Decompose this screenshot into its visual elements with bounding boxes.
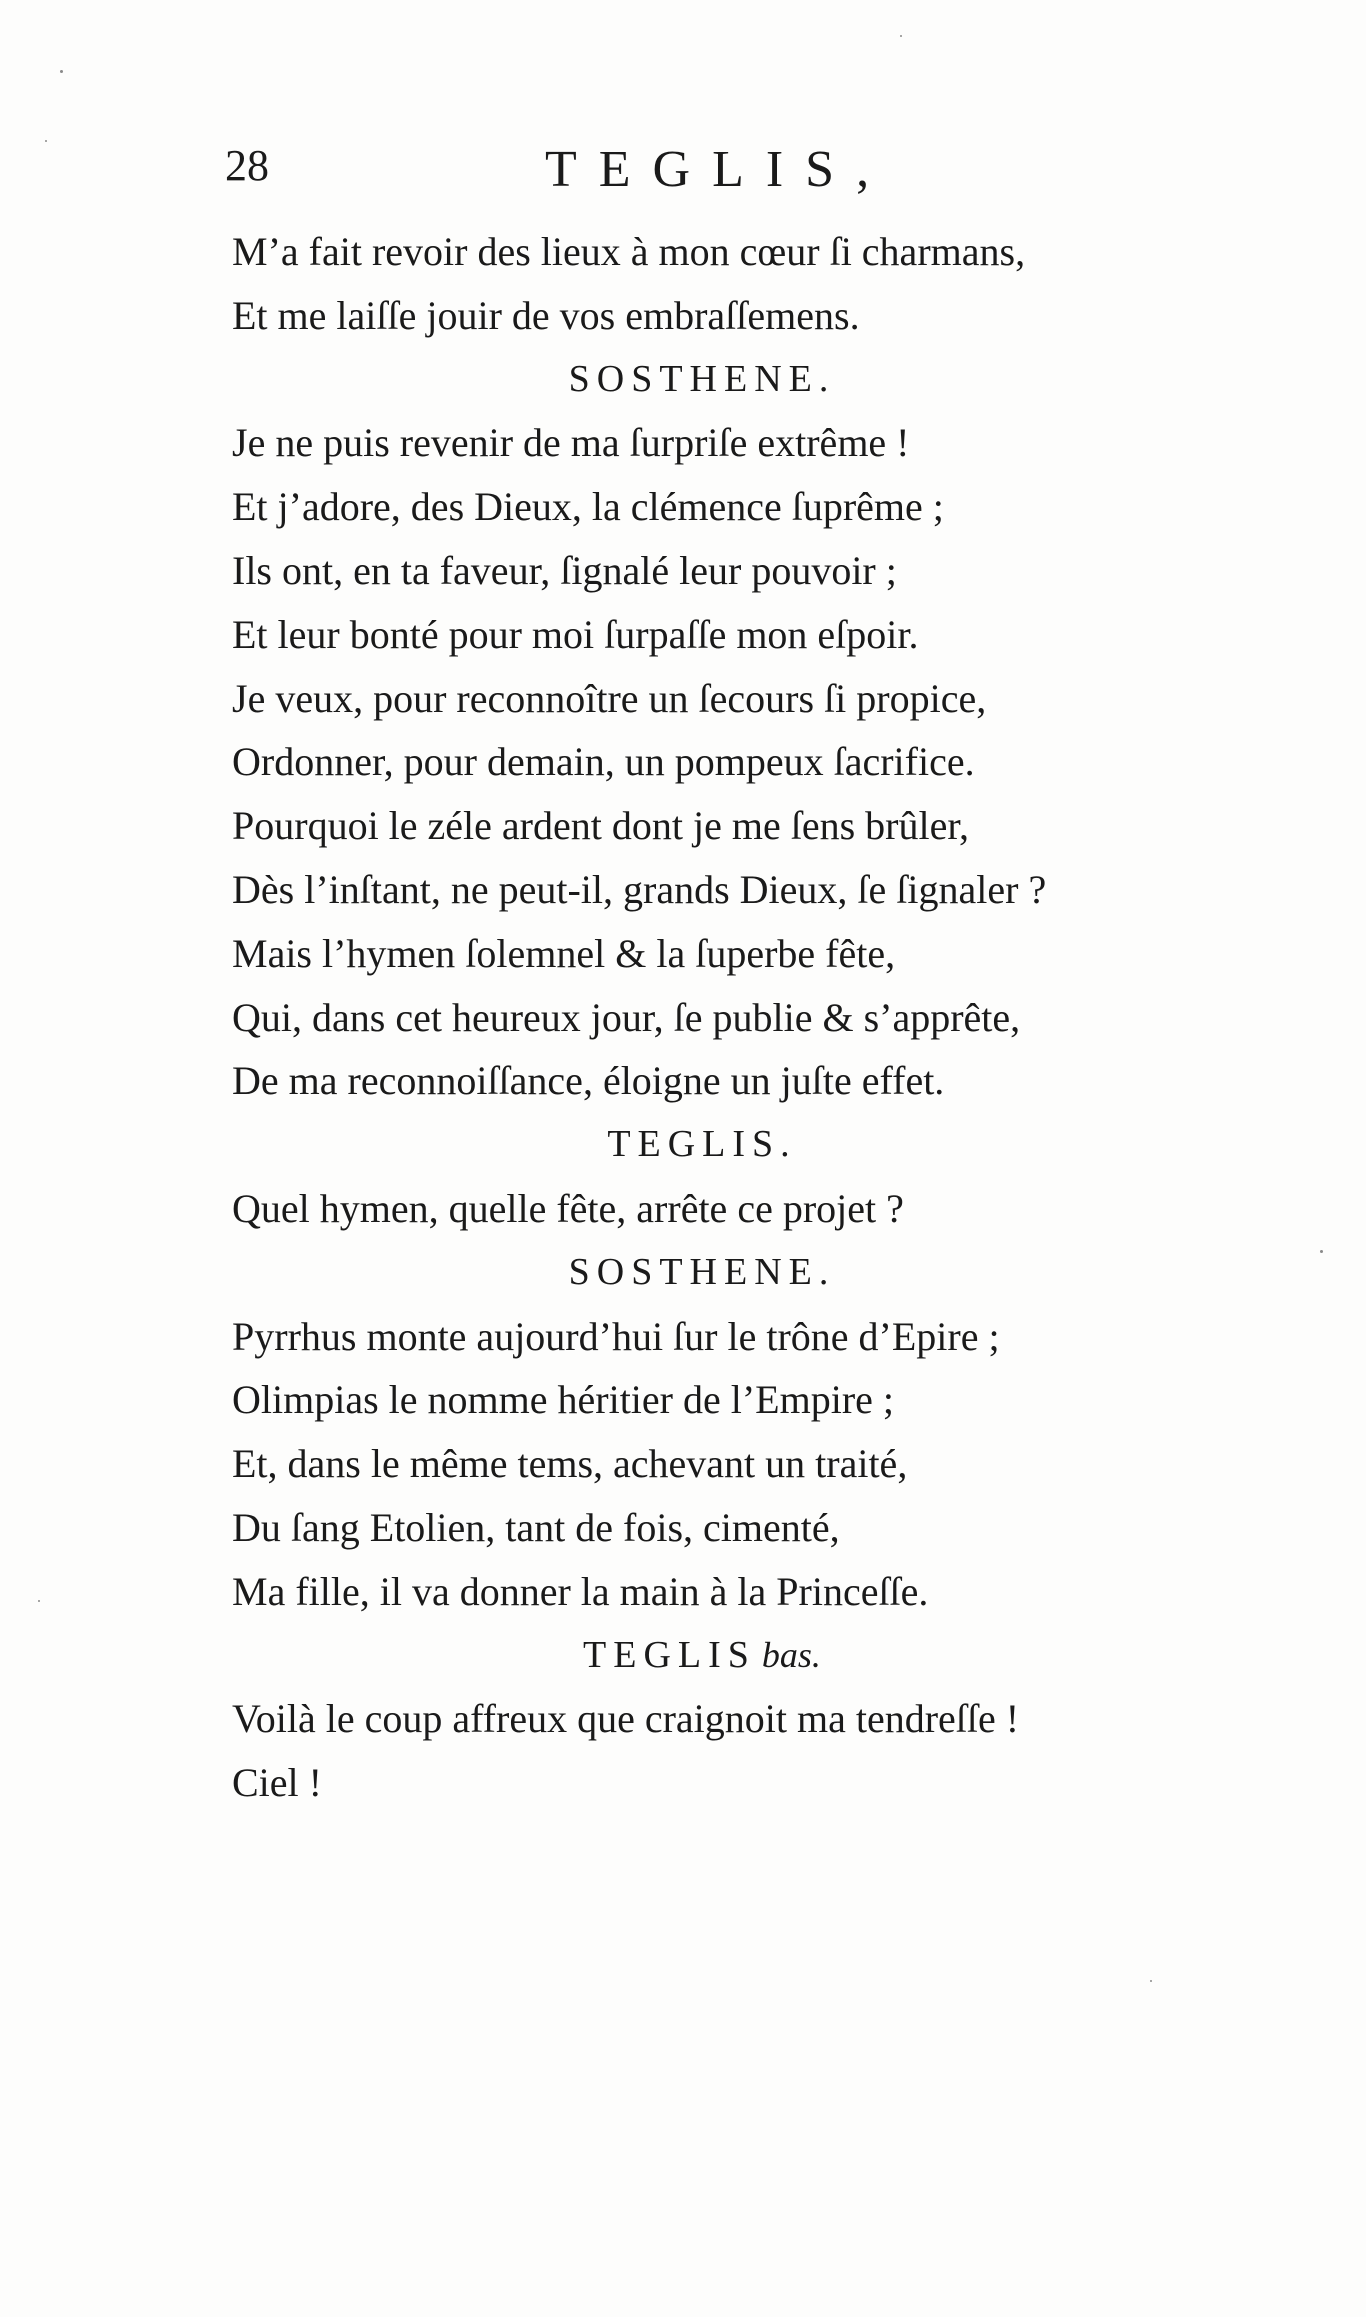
verse-line: [232, 1496, 1242, 1560]
verse-line: [232, 922, 1242, 986]
speaker-name: [232, 348, 1242, 412]
verse-text: Voilà le coup affreux que craignoit ma tendreſſe !: [232, 1696, 1020, 1742]
verse-text: Et me laiſſe jouir de vos embraſſemens.: [232, 292, 860, 338]
paper-speck: [1150, 1980, 1152, 1982]
verse-line: [232, 603, 1242, 667]
verse-text: Et leur bonté pour moi ſurpaſſe mon eſpoir.: [232, 611, 919, 657]
running-title: TEGLIS,: [545, 141, 892, 198]
verse-text: Olimpias le nomme héritier de l’Empire ;: [232, 1377, 895, 1423]
verse-line: [232, 284, 1242, 348]
paper-speck: [1320, 1250, 1323, 1253]
speaker-label: SOSTHENE.: [568, 357, 836, 400]
verse-line: [232, 730, 1242, 794]
verse-text: Mais l’hymen ſolemnel & la ſuperbe fête,: [232, 930, 896, 976]
verse-text: Dès l’inſtant, ne peut-il, grands Dieux, ſe ſignaler ?: [232, 866, 1047, 912]
verse-text: Je ne puis revenir de ma ſurpriſe extrême !: [232, 420, 910, 466]
verse-line: [232, 1368, 1242, 1432]
verse-text: Ils ont, en ta faveur, ſignalé leur pouvoir ;: [232, 547, 897, 593]
paper-speck: [60, 70, 63, 73]
verse-line: [232, 1177, 1242, 1241]
verse-line: [232, 1305, 1242, 1369]
verse-line: [232, 858, 1242, 922]
page-header: [225, 140, 1125, 210]
paper-speck: [38, 1600, 40, 1602]
verse-line: [232, 986, 1242, 1050]
paper-speck: [45, 140, 47, 142]
verse-line: [232, 1432, 1242, 1496]
verse-text: Ordonner, pour demain, un pompeux ſacrifice.: [232, 739, 975, 785]
verse-line: [232, 1560, 1242, 1624]
page-number: 28: [225, 141, 269, 190]
verse-text: Du ſang Etolien, tant de fois, cimenté,: [232, 1504, 840, 1550]
verse-line: [232, 1049, 1242, 1113]
speaker-label: TEGLIS: [583, 1633, 756, 1676]
speaker-name: [232, 1241, 1242, 1305]
verse-text: Pyrrhus monte aujourd’hui ſur le trône d’Epire ;: [232, 1313, 1000, 1359]
verse-text: Qui, dans cet heureux jour, ſe publie & s’apprête,: [232, 994, 1021, 1040]
verse-text: Ciel !: [232, 1760, 322, 1806]
verse-line: [232, 411, 1242, 475]
speaker-name: [232, 1624, 1242, 1688]
play-text: [232, 220, 1242, 1815]
verse-line: [232, 1751, 1242, 1815]
verse-text: Ma fille, il va donner la main à la Princeſſe.: [232, 1568, 929, 1614]
verse-line: [232, 539, 1242, 603]
stage-direction: bas.: [761, 1634, 821, 1675]
verse-line: [232, 1687, 1242, 1751]
verse-text: Et j’adore, des Dieux, la clémence ſuprême ;: [232, 484, 944, 530]
verse-line: [232, 667, 1242, 731]
verse-text: De ma reconnoiſſance, éloigne un juſte effet.: [232, 1058, 945, 1104]
verse-text: M’a fait revoir des lieux à mon cœur ſi charmans,: [232, 229, 1026, 274]
verse-line: [232, 475, 1242, 539]
paper-speck: [900, 35, 902, 37]
verse-text: Je veux, pour reconnoître un ſecours ſi propice,: [232, 675, 987, 721]
verse-line: [232, 220, 1242, 284]
verse-line: [232, 794, 1242, 858]
speaker-name: [232, 1113, 1242, 1177]
verse-text: Et, dans le même tems, achevant un traité,: [232, 1441, 908, 1487]
verse-text: Pourquoi le zéle ardent dont je me ſens brûler,: [232, 803, 970, 849]
speaker-label: TEGLIS.: [607, 1123, 797, 1166]
verse-text: Quel hymen, quelle fête, arrête ce projet ?: [232, 1185, 904, 1231]
speaker-label: SOSTHENE.: [568, 1250, 836, 1293]
